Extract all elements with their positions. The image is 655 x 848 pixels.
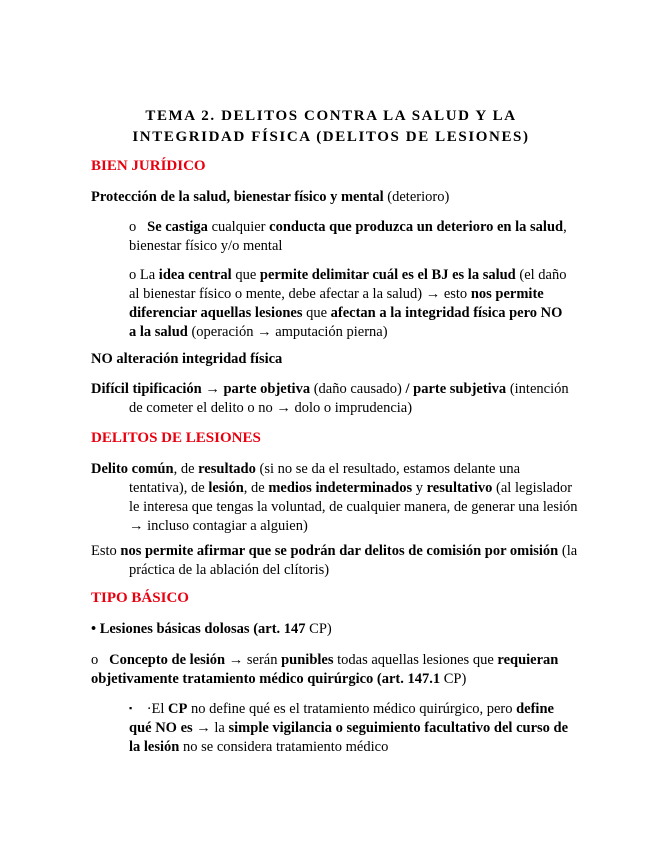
paragraph-lesiones-basicas: • Lesiones básicas dolosas (art. 147 CP) bbox=[91, 621, 332, 637]
paragraph-no-alteracion: NO alteración integridad física bbox=[91, 351, 283, 367]
paragraph-proteccion: Protección de la salud, bienestar físico y mental (deterioro) bbox=[91, 189, 450, 205]
bullet-idea-central: o La idea central que permite delimitar cuál es el BJ es la salud (el daño al bienestar físico o mente, debe afectar a la salud) → esto nos permite diferenciar aquellas lesiones que afectan a la integridad física pero NO a la salud (operación → amputación pierna) bbox=[129, 267, 567, 340]
title-line-2: INTEGRIDAD FÍSICA (DELITOS DE LESIONES) bbox=[132, 129, 530, 145]
bullet-se-castiga: o Se castiga cualquier conducta que produzca un deterioro en la salud, bienestar físico y/o mental bbox=[129, 219, 567, 254]
heading-delitos-lesiones: DELITOS DE LESIONES bbox=[91, 430, 261, 446]
title-line-1: TEMA 2. DELITOS CONTRA LA SALUD Y LA bbox=[145, 108, 517, 124]
bullet-concepto-lesion: o Concepto de lesión → serán punibles todas aquellas lesiones que requieran objetivamente tratamiento médico quirúrgico (art. 147.1 CP) bbox=[91, 652, 559, 687]
bullet-cp-definicion: ▪ ·El CP no define qué es el tratamiento médico quirúrgico, pero define qué NO es → la simple vigilancia o seguimiento facultativo del curso de la lesión no se considera tratamiento médico bbox=[129, 701, 569, 755]
document-title bbox=[91, 106, 571, 148]
square-bullet-marker: ▪ bbox=[129, 703, 133, 713]
circle-bullet-marker: o bbox=[91, 652, 99, 668]
heading-tipo-basico: TIPO BÁSICO bbox=[91, 590, 189, 606]
circle-bullet-marker: o bbox=[129, 219, 137, 235]
paragraph-dificil-tipificacion: Difícil tipificación → parte objetiva (daño causado) / parte subjetiva (intención de cometer el delito o no → dolo o imprudencia) bbox=[91, 381, 569, 416]
paragraph-delito-comun: Delito común, de resultado (si no se da el resultado, estamos delante una tentativa), de lesión, de medios indeterminados y resultativo (al legislador le interesa que tengas la voluntad, de cualquier manera, de generar una lesión → incluso contagiar a alguien) bbox=[91, 461, 578, 534]
paragraph-comision-omision: Esto nos permite afirmar que se podrán dar delitos de comisión por omisión (la práctica de la ablación del clítoris) bbox=[91, 543, 578, 578]
circle-bullet-marker: o bbox=[129, 267, 137, 283]
heading-bien-juridico: BIEN JURÍDICO bbox=[91, 158, 206, 174]
